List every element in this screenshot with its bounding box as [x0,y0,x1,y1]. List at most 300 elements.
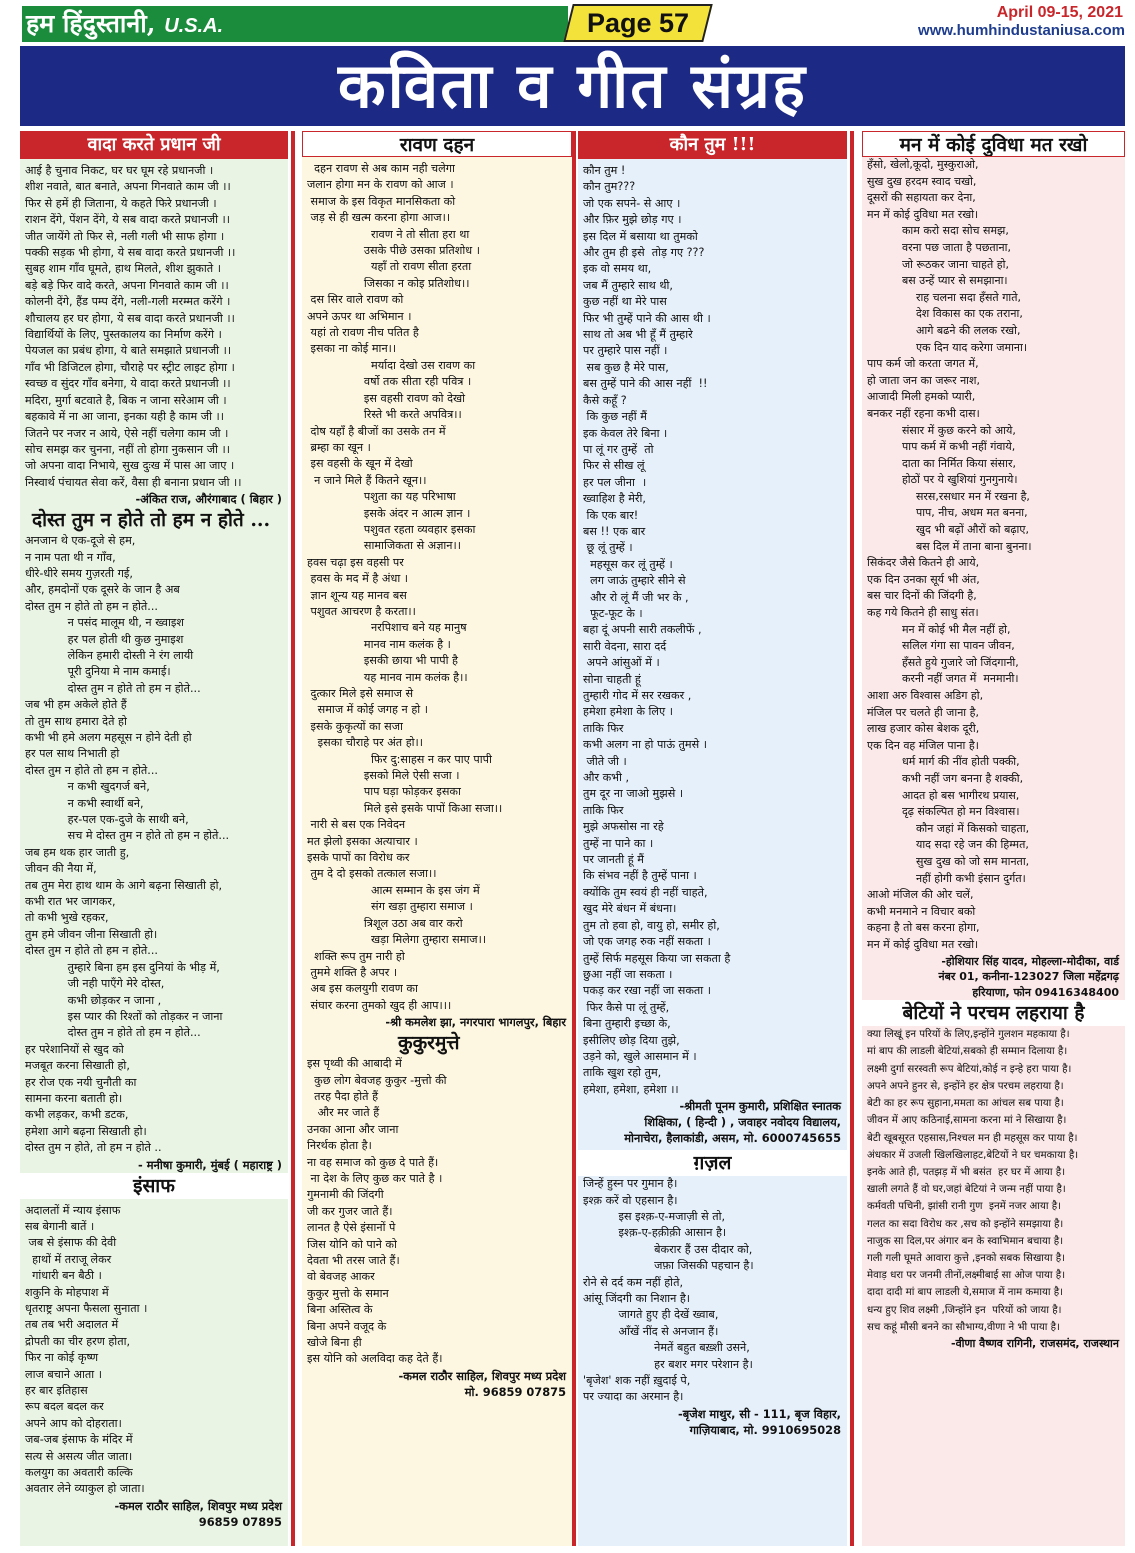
text-line: कह गये कितने ही साधु संत। [867,606,979,620]
text-line: बस तुम्हें पाने की आस नहीं !! [583,377,708,391]
text-line: गुमनामी की जिंदगी [307,1188,384,1202]
text-line: फिर दु:साहस न कर पाए पापी [307,752,492,766]
text-line: हर पल जीना । [583,475,647,489]
text-line: न जाने मिले हैं कितने खून।। [307,473,427,487]
text-line: बस उन्हें प्यार से समझाना। [867,274,1008,288]
text-line: तुम्हारी गोद में सर रखकर , [583,689,692,702]
text-line: कर्मवती पचिनी, झांसी रानी गुण इनमें नजर आया है। [867,1201,1062,1213]
text-line: हँसो, खेलो,कूदो, मुस्कुराओ, [867,158,979,171]
text-line: होठों पर ये खुशियां गुनगुनाये। [867,473,1018,487]
text-line: -श्रीमती पूनम कुमारी, प्रशिक्षित स्नातक [679,1099,841,1114]
text-line: जलान होगा मन के रावण को आज । [307,178,454,192]
text-line: हो जाता जन का जरूर नाश, [867,373,981,387]
poem-body [302,161,572,1014]
text-line: तो कभी भुखे रहकर, [25,911,109,925]
text-line: क्योंकि तुम स्वयं ही नहीं चाहते, [583,885,708,899]
text-line: जब-जब इंसाफ के मंदिर में [25,1433,133,1447]
text-line: संग खड़ा तुम्हारा समाज । [307,900,473,914]
brand-title: हम हिंदुस्तानी, [26,9,156,38]
text-line: क्या लिखूं इन परियों के लिए,इन्होंने गुलशन महकाया है। [867,1029,1070,1041]
text-line: धन्य हुए शिव लक्ष्मी ,जिन्होंने इन परियों को जाया है। [867,1304,1062,1316]
text-line: लाख हजार कोस बेशक दूरी, [867,722,980,736]
text-line: तुम्हें ना पाने का । [583,836,654,850]
text-line: पक्की सड़क भी होगा, ये सब वादा करते प्रधानजी ।। [25,246,236,260]
text-line: पूरी दुनिया मे नाम कमाई। [25,665,171,679]
text-line: सत्य से असत्य जीत जाता। [25,1449,133,1463]
text-line: मन में कोई भी मैल नहीं हो, [867,622,1011,636]
text-line: जब से इंसाफ की देवी [25,1236,117,1250]
text-line: फिर भी तुम्हें पाने की आस थी । [583,311,711,325]
text-line: और मर जाते हैं [307,1106,380,1120]
text-line: आत्म सम्मान के इस जंग में [307,883,480,897]
text-line: कभी छोड़कर न जाना , [25,993,162,1007]
text-line: जिन्हें हुस्न पर गुमान है। [583,1177,678,1191]
text-line: देवता भी तरस जाते हैं। [307,1254,400,1267]
text-line: रावण ने तो सीता हरा था [307,227,470,241]
text-line: जो एक जगह रुक नहीं सकता । [583,935,711,949]
text-line: दोष यहाँ है बीजों का उसके तन में [307,424,446,438]
text-line: जीवन की नैया में, [25,862,97,876]
text-line: गलत का सदा विरोध कर ,सच को इन्होंने समझाया है। [867,1218,1064,1230]
text-line: नंबर 01, कनीना-123027 जिला महेंद्रगढ़ [938,970,1119,984]
text-line: राशन देंगे, पेंशन देंगे, ये सब वादा करते प्रधानजी ।। [25,213,231,227]
text-line: और रो लूं मैं जी भर के , [583,590,689,604]
text-line: नारी से बस एक निवेदन [307,818,406,832]
text-line: फिर से सीख लूं [583,459,645,473]
text-line: हर बशर मगर परेशान है। [583,1357,753,1371]
text-line: ना वह समाज को कुछ दे पाते हैं। [307,1155,439,1169]
text-line: मेवाड़ धरा पर जनमी तीनों,लक्ष्मीबाई सा ओज पाया है। [867,1270,1066,1282]
website-link[interactable]: www.humhindustaniusa.com [918,22,1125,39]
text-line: इक केवल तेरे बिना । [583,426,668,440]
text-line: इस वहसी रावण को देखो [307,391,466,405]
text-line: दोस्त तुम न होते तो हम न होते... [25,1026,201,1040]
text-line: जिस योनि को पाने को [307,1237,397,1251]
text-line: शौचालय हर घर होगा, ये सब वादा करते प्रधानजी ।। [25,311,235,325]
text-line: मत झेलो इसका अत्याचार । [307,834,418,848]
text-line: धर्म मार्ग की नींव होती पक्की, [867,755,1020,769]
poem-title: बेटियों ने परचम लहराया है [862,1000,1125,1026]
text-line: बस !! एक बार [583,524,646,538]
text-line: कहना है तो बस करना होगा, [867,921,980,935]
text-line: पशुवत आचरण है करता।। [307,604,416,618]
text-line: इस पृथ्वी की आबादी में [307,1057,402,1071]
text-line: द्रोपती का चीर हरण होता, [25,1334,131,1348]
text-line: शीश नवाते, बात बनाते, अपना गिनवाते काम जी ।। [25,180,231,194]
text-line: शक्ति रूप तुम नारी हो [307,949,405,963]
text-line: तुम तो हवा हो, वायु हो, समीर हो, [583,918,720,932]
text-line: कभी मनमाने न विचार बको [867,904,976,918]
text-line: दाता का निर्मित किया संसार, [867,456,1016,470]
text-line: जागते हुए ही देखें ख्वाब, [583,1308,719,1322]
text-line: खोजे बिना ही [307,1336,362,1350]
text-line: नाजुक सा दिल,पर अंगार बन के स्वाभिमान बचाया है। [867,1235,1064,1247]
text-line: ताकि फिर [583,721,624,735]
poem-author: - मनीषा कुमारी, मुंबई ( महाराष्ट्र ) [138,1157,282,1172]
text-line: मर्यादा देखो उस रावण का [307,358,476,372]
text-line: इसके कुकृत्यों का सजा [307,719,403,733]
text-line: पाप कर्म में कभी नहीं गंवाये, [867,440,1016,454]
text-line: दोस्त तुम न होते तो हम न होते... [25,681,201,695]
text-line: तुम्हें सिर्फ महसूस किया जा सकता है [583,951,731,965]
text-line: गली गली घूमते आवारा कुत्ते ,इनको सबक सिखाया है। [867,1252,1065,1264]
text-line: पकड़ कर रखा नहीं जा सकता । [583,984,711,998]
text-line: वो बेवजह आकर [307,1270,375,1284]
brand-suffix: U.S.A. [164,15,224,37]
text-line: अपने आप को दोहराता। [25,1416,122,1430]
text-line: कुकुर मुत्तो के समान [307,1286,389,1300]
text-line: पर जानती हूं मैं [583,853,644,867]
text-line: राह चलना सदा हँसते गाते, [867,290,1022,304]
text-line: मोनाचेरा, हैलाकांडी, असम, मो. 6000745655 [624,1131,841,1146]
text-line: ज्ञान शून्य यह मानव बस [307,588,407,602]
column-divider [291,131,295,1546]
text-line: उनका आना और जाना [307,1122,399,1136]
text-line: साथ तो अब भी हूँ मैं तुम्हारे [583,328,693,342]
text-line: हमेशा आगे बढ़ना सिखाती हो। [25,1124,147,1138]
text-line: अनजान थे एक-दूजे से हम, [25,534,136,548]
text-line: याद सदा रहे जन की हिम्मत, [867,838,1029,852]
text-line: स्वच्छ व सुंदर गाँव बनेगा, ये वादा करते प्रधानजी ।। [25,377,231,391]
text-line: लग जाऊं तुम्हारे सीने से [583,574,686,588]
text-line: कौन तुम??? [583,180,636,194]
text-line: छुआ नहीं जा सकता । [583,967,673,981]
text-line: हँसते हुये गुजारे जो जिंदगानी, [867,655,1019,669]
text-line: तुम दे दो इसको तत्काल सजा।। [307,867,437,881]
text-line: हमेशा, हमेशा, हमेशा ।। [583,1082,679,1096]
text-line: हवस के मद में है अंधा । [307,572,409,586]
text-line: ख्वाहिश है मेरी, [583,492,646,506]
text-line: अपने आंसुओं में । [583,656,660,670]
text-line: इसीलिए छोड़ दिया तुझे, [583,1033,680,1047]
text-line: हरियाणा, फोन 09416348400 [972,985,1119,999]
text-line: संसार में कुछ करने को आये, [867,423,1016,437]
text-line: वरना पछ जाता है पछताना, [867,240,1011,254]
poem-body [20,163,288,491]
text-line: आँखें नींद से अनजान हैं। [583,1324,719,1338]
text-line: आंसू जिंदगी का निशान है। [583,1292,691,1305]
text-line: पाप, नीच, अधम मत बनना, [867,506,1028,520]
poem-body [862,1026,1125,1336]
text-line: यह मानव नाम कलंक है।। [307,670,468,684]
text-line: दादा दादी मां बाप लाडली ये,समाज में नाम कमाया है। [867,1287,1064,1299]
text-line: जीते जी । [583,754,627,768]
text-line: बिना तुम्हारी इच्छा के, [583,1017,671,1031]
text-line: यहाँ तो रावण सीता हरता [307,260,472,274]
text-line: इस प्यार की रिश्तों को तोड़कर न जाना [25,1009,223,1023]
text-line: हमेशा हमेशा के लिए । [583,705,673,719]
text-line: सामना करना बताती हो। [25,1091,123,1105]
poem-title: वादा करते प्रधान जी [20,131,288,159]
text-line: एक दिन उनका सूर्य भी अंत, [867,572,980,586]
text-line: दस सिर वाले रावण को [307,293,404,307]
text-line: शिक्षिका, ( हिन्दी ) , जवाहर नवोदय विद्यालय, [644,1115,841,1130]
text-line: तुम हमे जीवन जीना सिखाती हो। [25,927,158,941]
text-line: दुत्कार मिले इसे समाज से [307,687,414,700]
text-line: पाप कर्म जो करता जगत में, [867,357,979,371]
poem-title: इंसाफ [20,1173,288,1199]
text-line: जी नही पाएँगे मेरे दोस्त, [25,977,165,991]
text-line: मंजिल पर चलते ही जाना है, [867,705,979,719]
text-line: जो रूठकर जाना चाहते हो, [867,257,1009,271]
text-line: कलयुग का अवतारी कल्कि [25,1466,133,1480]
text-line: तरह पैदा होते हैं [307,1089,379,1103]
text-line: फूट-फूट के । [583,606,643,620]
text-line: कभी नहीं जग बनना है शक्की, [867,771,1024,785]
section-banner: कविता व गीत संग्रह [20,46,1125,126]
text-line: अपने अपने हुनर से, इन्होंने हर क्षेत्र परचम लहराया है। [867,1080,1064,1092]
text-line: जफ़ा जिसकी पहचान है। [583,1259,754,1273]
text-line: जी कर गुजर जाते हैं। [307,1204,393,1218]
poem-author [862,954,1125,1001]
text-line: कोलनी देंगे, हैंड पम्प देंगे, नली-गली मरम्मत करेंगे । [25,295,231,309]
text-line: खुद भी बढ़ों औरों को बढ़ाए, [867,523,1029,537]
text-line: न पसंद मालूम थी, न ख्वाइश [25,616,185,630]
text-line: बेटी खूबसूरत एहसास,निश्चल मन ही महसूस कर पाया है। [867,1132,1078,1144]
poem-title: कुकुरमुत्ते [398,1032,460,1055]
text-line: मुझे अफसोस ना रहे [583,820,664,834]
text-line: कि संभव नहीं है तुम्हें पाना । [583,869,697,883]
text-line: इक वो समय था, [583,262,652,276]
text-line: तब तब भरी अदालत में [25,1318,119,1332]
text-line: निरर्थक होता है। [307,1139,372,1153]
text-line: बहकावे में ना आ जाना, इनका यही है काम जी ।। [25,410,225,424]
text-line: हर-पल एक-दुजे के साथी बने, [25,813,189,827]
text-line: सलिल गंगा सा पावन जीवन, [867,639,1015,653]
text-line: सच मे दोस्त तुम न होते तो हम न होते... [25,829,230,843]
text-line: खड़ा मिलेगा तुम्हारा समाज।। [307,933,487,947]
text-line: दृढ़ संकल्पित हो मन विश्वास। [867,805,1020,819]
text-line: हवस चढ़ा इस वहसी पर [307,555,404,569]
text-line: न कभी स्वार्थी बने, [25,796,144,810]
text-line: फिर ना कोई कृष्ण [25,1351,99,1365]
text-line: आजादी मिली हमको प्यारी, [867,390,976,404]
text-line: करनी नहीं जगत में मनमानी। [867,672,1019,686]
text-line: बस चार दिनों की जिंदगी है, [867,589,977,603]
text-line: पशुवत रहता व्यवहार इसका [307,522,476,536]
text-line: कैसे कहूँ ? [583,393,627,407]
text-line: आशा अरु विश्वास अडिग हो, [867,689,984,702]
text-line: कि एक बार! [583,508,639,522]
text-line: लानत है ऐसे इंसानों पे [307,1221,396,1235]
text-line: बेकरार हैं उस दीदार को, [583,1242,753,1256]
text-line: और, हमदोनों एक दूसरे के जान है अब [25,583,180,597]
text-line: 'बृजेश' शक नहीं ख़ुदाई पे, [583,1374,691,1388]
text-line: इसके पापों का विरोध कर [307,851,410,865]
text-line: रोने से दर्द कम नहीं होते, [583,1275,684,1289]
text-line: बस दिल में ताना बाना बुनना। [867,539,1032,553]
text-line: न नाम पता थी न गाँव, [25,550,116,564]
text-line: शकुनि के मोहपाश में [25,1285,109,1299]
page-number-box [563,4,712,42]
text-line: तब तुम मेरा हाथ थाम के आगे बढ़ना सिखाती हो, [25,878,223,892]
text-line: तुम दूर ना जाओ मुझसे । [583,787,684,801]
text-line: बड़े बड़े फिर वादे करते, अपना गिनवाते काम जी ।। [25,278,229,292]
text-line: कौन तुम ! [583,164,626,177]
text-line: सब कुछ है मेरे पास, [583,360,669,374]
text-line: बेटी का हर रूप सुहाना,ममता का आंचल सब पाया है। [867,1098,1064,1110]
poem-author [578,1406,847,1438]
text-line: हर परेशानियों से खुद को [25,1042,124,1056]
text-line: दोस्त तुम न होते, तो हम न होते .. [25,1141,162,1155]
text-line: फिर कैसे पा लूं तुम्हें, [583,1000,670,1014]
text-line: हर बार इतिहास [25,1384,88,1398]
text-line: हर पल होती थी कुछ नुमाइश [25,632,184,646]
text-line: आगे बढने की ललक रखो, [867,323,1021,337]
text-line: जो अपना वादा निभाये, सुख दुःख में पास आ जाए । [25,459,235,473]
text-line: ताकि खुश रहो तुम, [583,1066,662,1080]
poem-author: -कमल राठौर साहिल, शिवपुर मध्य प्रदेश [398,1368,566,1383]
text-line: जब भी हम अकेले होते हैं [25,698,127,712]
text-line: इसकी छाया भी पापी है [307,654,459,668]
text-line: इसको मिले ऐसी सजा । [307,769,460,783]
poem-body [302,1056,572,1368]
poem-title: कौन तुम !!! [578,131,847,159]
text-line: कुछ नहीं था मेरे पास [583,295,667,309]
text-line: महसूस कर लूं तुम्हें । [583,557,673,571]
text-line: दोस्त तुम न होते तो हम न होते... [25,599,158,613]
column-2 [302,131,572,1546]
text-line: संघार करना तुमको खुद ही आप।।। [307,998,452,1012]
text-line: लेकिन हमारी दोस्ती ने रंग लायी [25,648,194,662]
text-line: दोस्त तुम न होते तो हम न होते... [25,763,158,777]
text-line: देश विकास का एक तराना, [867,307,1023,321]
text-line: कि कुछ नहीं मैं [583,410,647,424]
poem-body [862,157,1125,954]
text-line: मजबूत करना सिखाती हो, [25,1059,130,1073]
text-line: बिना अपने वजूद के [307,1319,387,1333]
text-line: अब इस कलयुगी रावण का [307,982,418,996]
text-line: जितने पर नजर न आये, ऐसे नहीं चलेगा काम जी । [25,426,229,440]
text-line: इस दिल में बसाया था तुमको [583,229,698,243]
text-line: मन में कोई दुविधा मत रखो। [867,207,979,221]
text-line: पा लूं गर तुम्हें तो [583,442,654,456]
text-line: कभी लड़कर, कभी डटक, [25,1108,129,1122]
text-line: अवतार लेने व्याकुल हो जाता। [25,1482,145,1496]
text-line: कुछ लोग बेवजह कुकुर -मुत्तो की [307,1073,447,1087]
brand-name [22,6,568,42]
text-line: हर पल साथ निभाती हो [25,747,120,761]
text-line: जिसका न कोइ प्रतिशोध।। [307,276,470,290]
poem-author: -अंकित राज, औरंगाबाद ( बिहार ) [135,492,282,507]
text-line: विद्यार्थियों के लिए, पुस्तकालय का निर्माण करेंगे । [25,328,222,342]
poem-body [20,533,288,1156]
text-line: छू लूं तुम्हें । [583,541,633,555]
text-line: और कभी , [583,771,630,785]
text-line: बहा दूं अपनी सारी तकलीफें , [583,623,702,637]
text-line: एक दिन याद करेगा जमाना। [867,340,1028,354]
poem-author: -वीणा वैष्णव रागिनी, राजसमंद, राजस्थान [951,1336,1119,1350]
text-line: धीरे-धीरे समय गुज़रती गई, [25,566,133,580]
text-line: उसके पीछे उसका प्रतिशोध । [307,244,480,258]
text-line: ना देश के लिए कुछ कर पाते है । [307,1171,443,1185]
text-line: दूसरों की सहायता कर देना, [867,191,976,205]
text-line: खुद मेरे बंधन में बंधना। [583,902,677,916]
text-line: समाज में कोई जगह न हो । [307,703,428,717]
poem-body [578,1176,847,1406]
text-line: पर तुम्हारे पास नहीं । [583,344,668,358]
text-line: सुबह शाम गाँव घूमते, हाथ मिलते, शीश झुकाते । [25,262,221,276]
text-line: तुममे शक्ति है अपर । [307,965,398,979]
text-line: इसका ना कोई मान।। [307,342,397,356]
text-line: नहीं होगी कभी इंसान दुर्गत। [867,871,1026,885]
text-line: तुम्हारे बिना हम इस दुनियां के भीड़ में, [25,960,220,974]
poem-author-phone: 96859 07895 [198,1514,282,1529]
poem-author: -श्री कमलेश झा, नगरपारा भागलपुर, बिहार [385,1015,566,1030]
text-line: रूप बदल बदल कर [25,1400,104,1414]
column-divider [850,131,854,1546]
text-line: ब्रम्हा का खून । [307,440,371,454]
text-line: सिकंदर जैसे कितने ही आये, [867,556,980,570]
text-line: अपने ऊपर था अभिमान । [307,309,412,323]
text-line: वर्षो तक सीता रही पवित्र । [307,375,472,389]
text-line: कभी भी हमे अलग महसूस न होने देती हो [25,731,192,744]
poem-author: -कमल राठौर साहिल, शिवपुर मध्य प्रदेश [114,1498,282,1513]
text-line: मिले इसे इसके पापों किआ सजा।। [307,801,503,815]
text-line: कभी रात भर जागकर, [25,895,116,909]
column-4 [862,131,1125,1546]
text-line: धृतराष्ट्र अपना फैसला सुनाता । [25,1302,148,1315]
text-line: पर ज्यादा का अरमान है। [583,1390,684,1404]
text-line: इश्क़-ए-हक़ीक़ी आसान है। [583,1226,727,1240]
text-line: पशुता का यह परिभाषा [307,490,456,504]
text-line: सरस,रसधार मन में रखना है, [867,489,1030,503]
text-line: सोना चाहती हूं [583,672,641,686]
text-line: कभी अलग ना हो पाऊं तुमसे । [583,738,707,752]
text-line: मदिरा, मुर्गा बटवाते है, बिक न जाना सरेआम जी । [25,393,227,407]
text-line: बिना अस्तित्व के [307,1303,373,1317]
text-line: इस इश्क़-ए-मजाज़ी से तो, [583,1209,726,1223]
text-line: सच कहूं मौसी बनने का सौभाग्य,वीणा ने भी पाया है। [867,1321,1060,1333]
poem-title: दोस्त तुम न होते तो हम न होते ... [32,509,271,532]
poem-body [578,163,847,1098]
text-line: नेमतें बहुत बख़्शी उसने, [583,1341,750,1355]
text-line: आओ मंजिल की ओर चलें, [867,888,974,902]
text-line: जो एक सपने- से आए । [583,196,681,210]
text-line: और तुम ही इसे तोड़ गए ??? [583,246,705,260]
poem-author-phone: मो. 96859 07875 [464,1384,566,1399]
text-line: जड़ से ही खत्म करना होगा आज।। [307,211,451,225]
column-1 [20,131,288,1546]
text-line: गाज़ियाबाद, मो. 9910695028 [689,1422,841,1437]
text-line: -होशियार सिंह यादव, मोहल्ला-मोदीका, वार्ड [941,954,1119,968]
text-line: पेयजल का प्रबंध होगा, ये बाते समझाते प्रधानजी ।। [25,344,232,358]
text-line: इनके आते ही, पतझड़ में भी बसंत हर घर में आया है। [867,1166,1066,1178]
issue-date: April 09-15, 2021 [996,4,1123,21]
text-line: सामाजिकता से अज्ञान।। [307,539,461,553]
text-line: हाथों में तराजू लेकर [25,1252,112,1266]
text-line: अंधकार में उजली खिलखिलाहट,बेटियों ने घर चमकाया है। [867,1149,1079,1161]
text-line: फिर से हमें ही जिताना, ये कहते फिरे प्रधानजी । [25,196,217,210]
text-line: गांधारी बन बैठी । [25,1269,102,1283]
text-line: रिस्ते भी करते अपवित्र।। [307,408,462,422]
text-line: जब मैं तुम्हारे साथ थी, [583,278,673,292]
text-line: सुख दुख को जो सम मानता, [867,854,1030,868]
text-line: उड़ने को, खुले आसमान में । [583,1049,697,1063]
text-line: हर रोज एक नयी चुनौती का [25,1075,137,1089]
text-line: इसके अंदर न आत्म ज्ञान । [307,506,471,520]
text-line: -बृजेश माथुर, सी - 111, बृज विहार, [678,1406,841,1421]
text-line: सोच समझ कर चुनना, नहीं तो होगा नुकसान जी ।। [25,442,230,456]
poem-title: मन में कोई दुविधा मत रखो [862,131,1125,157]
text-line: खाली लगते हैं वो घर,जहां बेटियां ने जन्म नहीं पाया है। [867,1184,1066,1196]
text-line: मन में कोई दुविधा मत रखो। [867,937,979,951]
text-line: इस योनि को अलविदा कह देते हैं। [307,1352,443,1366]
text-line: इस वहसी के खून में देखो [307,457,413,471]
text-line: जीत जायेंगे तो फिर से, नली गली भी साफ होगा । [25,229,225,243]
text-line: गाँव भी डिजिटल होगा, चौराहे पर स्ट्रीट लाइट होगा । [25,360,235,374]
text-line: यहां तो रावण नीच पतित है [307,326,419,340]
